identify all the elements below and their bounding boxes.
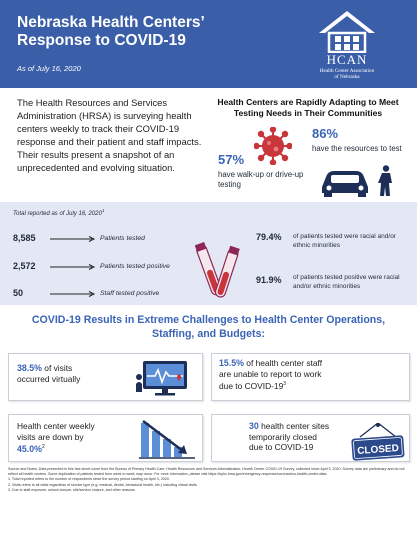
- virus-icon: [254, 127, 292, 165]
- arrow-right-icon: [50, 291, 96, 297]
- logo-subtitle: Health Center Association: [319, 68, 375, 74]
- test-tubes-icon: [195, 240, 241, 300]
- hcan-logo: [292, 9, 402, 81]
- total-reported-label: Total reported as of July 16, 2020$^1$: [13, 208, 105, 217]
- weekly-visits-card: [8, 414, 203, 462]
- patients-positive-value: 2,572: [13, 261, 36, 271]
- closed-sign-text: CLOSED: [356, 443, 400, 457]
- header-banner: [0, 0, 417, 88]
- arrow-right-icon: [50, 264, 96, 270]
- page-title: Nebraska Health Centers’ Response to COVID-19: [17, 14, 204, 49]
- minority-tested-label: of patients tested were racial and/or ethnic minorities: [293, 233, 396, 249]
- minority-positive-percent: 91.9%: [256, 275, 282, 285]
- footnote-3: 3. Due to staff exposure, school closure, site/service closure, and other reasons.: [8, 487, 136, 492]
- virtual-visits-text: 38.5% of visits occurred virtually: [17, 363, 81, 384]
- declining-bar-chart-icon: [137, 417, 197, 461]
- walkup-testing-percent: 57%: [218, 152, 245, 167]
- logo-subtitle-2: of Nebraska: [334, 74, 360, 80]
- resources-percent: 86%: [312, 126, 339, 141]
- staff-unavailable-text: 15.5% of health center staff are unable to report to work due to COVID-$19^3$: [219, 358, 323, 391]
- source-notes: Source and Notes: Data presented in this fact sheet come from the Bureau of Primary Health Care, Health Resources and Services Administration, Health Center COVID-19 Survey, collected since April 3, 2020. Survey data are preliminary and do not reflect all health centers. Some duplication of patients tested from week to week may occur. For more information, please visit https://bphc.hrsa.gov/emergency-response/coronavirus-health-center-data.: [8, 467, 405, 477]
- patients-tested-label: Patients tested: [100, 235, 145, 242]
- patients-positive-label: Patients tested positive: [100, 263, 170, 270]
- closed-sign-icon: [350, 423, 406, 463]
- resources-label: have the resources to test: [312, 144, 402, 153]
- minority-tested-percent: 79.4%: [256, 232, 282, 242]
- drive-up-car-icon: [318, 165, 404, 197]
- testing-stats-panel: [0, 202, 417, 305]
- patients-tested-value: 8,585: [13, 233, 36, 243]
- footnote-2: 2. Visits refers to all visits regardless of service type (e.g. medical, dental, behavioral health, etc.) including virtual visits.: [8, 482, 198, 487]
- closed-sites-text: 30 health center sites temporarily closed due to COVID-19: [249, 421, 330, 452]
- challenges-heading: COVID-19 Results in Extreme Challenges to Health Center Operations, Staffing, and Budgets:: [31, 314, 386, 340]
- arrow-right-icon: [50, 236, 96, 242]
- logo-wordmark: HCAN: [326, 52, 368, 67]
- walkup-testing-label: have walk-up or drive-up testing: [218, 170, 304, 189]
- virtual-visits-card: [8, 353, 203, 401]
- as-of-date: As of July 16, 2020: [17, 64, 81, 73]
- staff-positive-value: 50: [13, 288, 24, 298]
- minority-positive-label: of patients tested positive were racial and/or ethnic minorities: [293, 274, 400, 290]
- staff-positive-label: Staff tested positive: [100, 290, 160, 297]
- closed-sites-card: [211, 414, 410, 462]
- footnote-1: 1. Total reported refers to the number of respondents since the survey period starting on April 3, 2020.: [8, 477, 170, 482]
- weekly-visits-text: Health center weekly visits are down by 45.0%$^2$: [17, 421, 95, 454]
- telehealth-monitor-icon: [135, 359, 195, 397]
- intro-paragraph: The Health Resources and Services Administration (HRSA) is surveying health centers weekly to track their COVID-19 response and their patient and staff impacts. Their results present a snapshot of an unprecedented and evolving situation.: [17, 97, 202, 173]
- testing-heading: Health Centers are Rapidly Adapting to Meet Testing Needs in Their Communities: [217, 97, 399, 118]
- staff-unavailable-card: [211, 353, 410, 401]
- house-logo-icon: [317, 9, 377, 53]
- footer-notes: [8, 467, 410, 493]
